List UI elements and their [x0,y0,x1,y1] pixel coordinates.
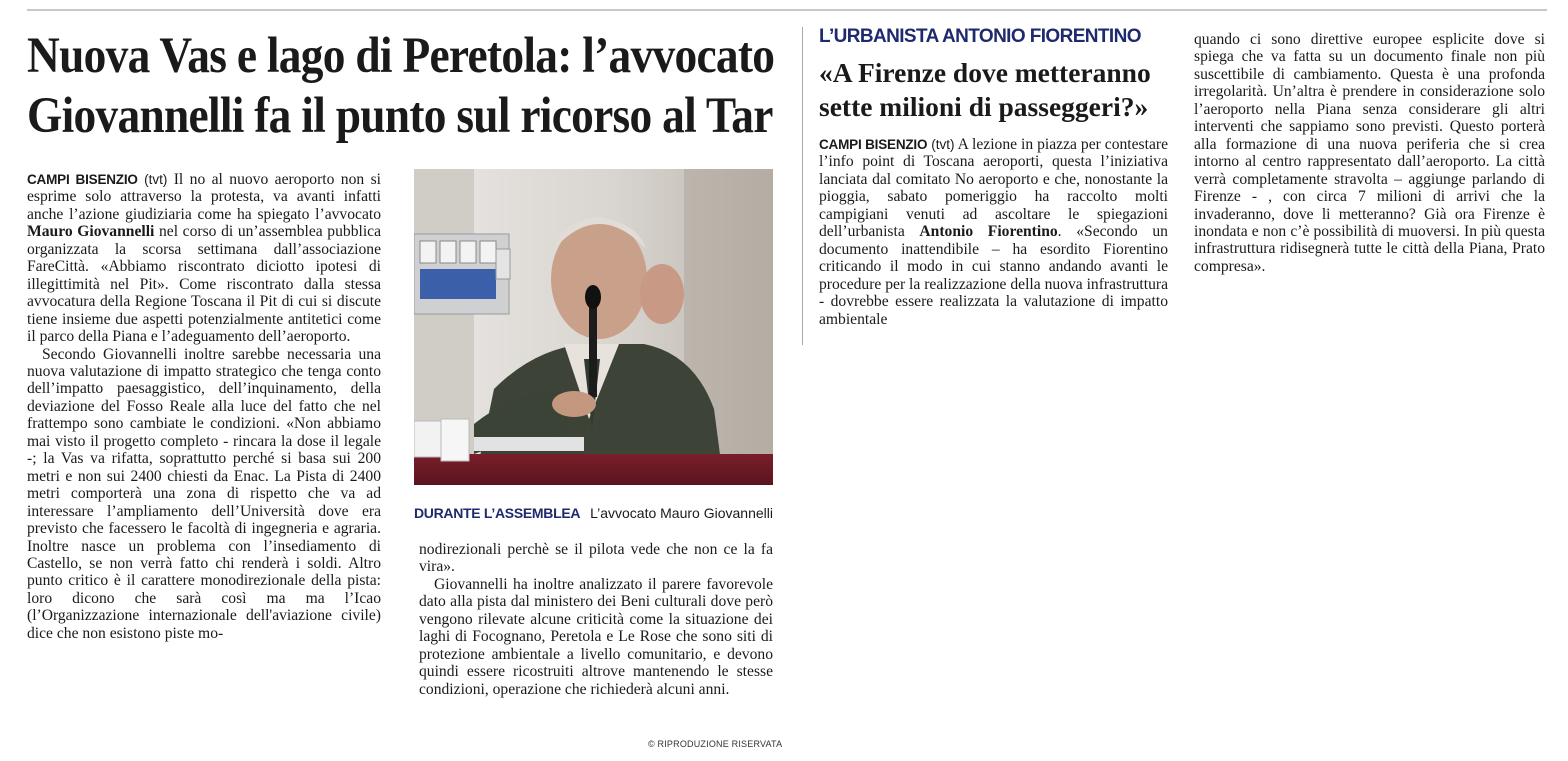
sidebar-paragraph-2: quando ci sono direttive europee esplicite dove si spiega che va fatta su un documento finale non più suscettibile di cambiamento. Questa è una profonda irregolarità. Un’altra è prendere in considerazione solo l’aeroporto nella Piana senza considerare gli altri interventi che sappiamo sono previsti. Questo porterà alla formazione di una nuova periferia che si crea intorno al centro rappresentato dall’aeroporto. La città verrà completamente stravolta – aggiunge parlando di Firenze - , con circa 7 milioni di arrivi che la invaderanno, dove li metteranno? Già ora Firenze è inondata e non c’è possibilità di muoversi. In più questa infrastruttura ridisegnerà tutte le città della Piana, Prato compresa». [1194,31,1545,275]
headline-line-1: Nuova Vas e lago di Peretola: l’avvocato [27,28,775,84]
column-divider [802,27,803,345]
copyright-notice: © RIPRODUZIONE RISERVATA [648,739,783,749]
sidebar-column-2 [1194,31,1545,275]
caption-text: L’avvocato Mauro Giovannelli [590,505,773,521]
article-paragraph-3: nodirezionali perchè se il pilota vede che non ce la fa vira». [419,541,773,576]
paragraph-text: Il no al nuovo aeroporto non si esprime solo attraverso la protesta, va avanti infatti anche l’azione giudiziaria come ha spiegato l’avvocato [27,171,381,223]
article-paragraph-2: Secondo Giovannelli inoltre sarebbe necessaria una nuova valutazione di impatto strategico che tenga conto dell’impatto paesaggistico, dell’inquinamento, della deviazione del Fosso Reale alla luce del fatto che nel frattempo sono cambiate le condizioni. «Non abbiamo mai visto il progetto completo - rincara la dose il legale -; la Vas va rifatta, soprattutto perché si basa sui 200 metri e non sui 2400 chiesti da Enac. La Pista di 2400 metri comporterà una zona di rispetto che va ad interessare l’ampliamento dell’Università dove era previsto che facessero le facoltà di ingegneria e agraria. Inoltre nasce un problema con l’insediamento di Castello, se non verrà fatto chi renderà i soldi. Altro punto critico è il carattere monodirezionale della pista: loro dicono che sarà così ma ma l’Icao (l’Organizzazione internazionale dell'aviazione civile) dice che non esistono piste mo- [27,345,381,642]
caption-kicker: DURANTE L’ASSEMBLEA [414,505,581,521]
article-column-2 [419,541,773,698]
article-paragraph-4: Giovannelli ha inoltre analizzato il parere favorevole dato alla pista dal ministero dei Beni culturali dove però vengono rilevate alcune criticità come la situazione dei laghi di Focognano, Peretola e Le Rose che sono siti di protezione ambientale a livello comunitario, e devono quindi essere ricostruiti altrove mantenendo le stesse condizioni, operazione che richiederà alcuni anni. [419,575,773,698]
person-name: Mauro Giovannelli [27,223,155,241]
article-headline [27,26,775,146]
paragraph-text: nel corso di un’assemblea pubblica organizzata la scorsa settimana dall’associazione FareCittà. «Abbiamo riscontrato diciotto ipotesi di illegittimità nel Pit». Come riscontrato dalla stessa avvocatura della Regione Toscana il Pit di cui si discute tiene insieme due aspetti potenzialmente antitetici come il parco della Piana e l’adeguamento dell’aeroporto. [27,223,381,346]
article-column-1 [27,171,381,642]
dateline: CAMPI BISENZIO [27,172,138,187]
sidebar-title: «A Firenze dove metteranno sette milioni di passeggeri?» [819,57,1151,122]
sidebar-dateline: CAMPI BISENZIO [819,137,928,152]
byline: (tvt) [144,172,168,187]
headline-line-2: Giovannelli fa il punto sul ricorso al Tar [27,88,773,144]
article-photo [414,169,773,485]
sidebar-kicker: L’URBANISTA ANTONIO FIORENTINO [819,26,1141,47]
person-name: Antonio Fiorentino [919,223,1058,241]
sidebar-column-1 [819,136,1168,328]
top-rule [27,9,1547,11]
article-paragraph-1 [27,171,381,346]
sidebar-paragraph-1 [819,136,1168,328]
photo-caption [414,505,774,521]
paragraph-text: . «Secondo un documento inattendibile – ha esordito Fiorentino criticando il modo in cui stanno andando avanti le procedure per la realizzazione della nuova infrastruttura - dovrebbe essere realizzata la valutazione di impatto ambientale [819,223,1168,328]
paragraph-text: A lezione in piazza per contestare l’info point di Toscana aeroporti, questa l’iniziativa lanciata dal comitato No aeroporto e che, nonostante la pioggia, sabato pomeriggio ha raccolto molti campigiani venuti ad ascoltare le spiegazioni dell’urbanista [819,136,1168,241]
photo-image [414,169,773,485]
sidebar-byline: (tvt) [931,137,955,152]
